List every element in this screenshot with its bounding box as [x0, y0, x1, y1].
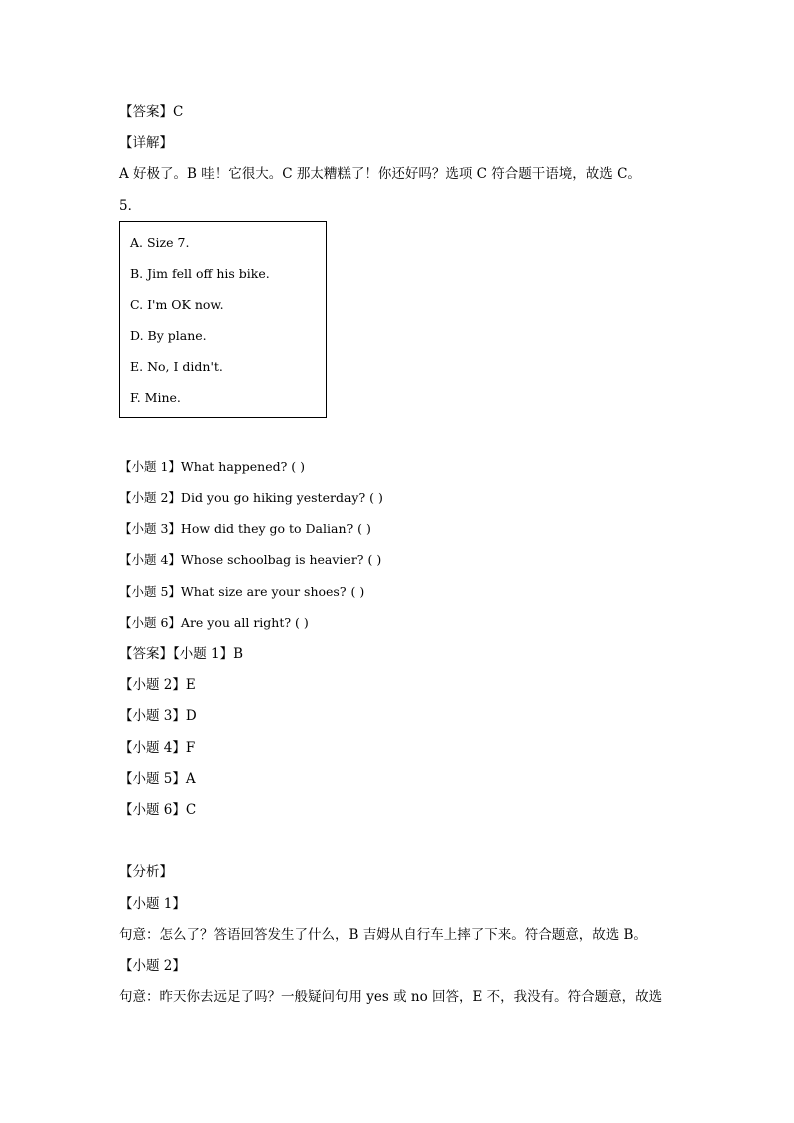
options-box — [119, 221, 327, 418]
option-e: E. No, I didn't. — [130, 359, 223, 374]
answer-1: 【答案】【小题 1】B — [119, 646, 244, 662]
sub-question-1: 【小题 1】What happened? ( ) — [119, 459, 306, 474]
sub-question-4: 【小题 4】Whose schoolbag is heavier? ( ) — [119, 552, 382, 567]
answer-4: 【小题 4】F — [119, 740, 196, 756]
option-f: F. Mine. — [130, 390, 181, 405]
option-d: D. By plane. — [130, 328, 207, 343]
analysis-sub-2-text: 句意：昨天你去远足了吗？一般疑问句用 yes 或 no 回答，E 不，我没有。符合题意，故选 — [119, 989, 663, 1005]
option-b: B. Jim fell off his bike. — [130, 266, 270, 281]
option-c: C. I'm OK now. — [130, 297, 224, 312]
analysis-sub-2-label: 【小题 2】 — [119, 958, 186, 974]
analysis-title: 【分析】 — [119, 864, 173, 880]
answer-3: 【小题 3】D — [119, 708, 197, 724]
sub-question-5: 【小题 5】What size are your shoes? ( ) — [119, 584, 365, 599]
answer-5: 【小题 5】A — [119, 771, 196, 787]
answer-6: 【小题 6】C — [119, 802, 197, 818]
question-number: 5． — [119, 198, 142, 214]
sub-question-2: 【小题 2】Did you go hiking yesterday? ( ) — [119, 490, 383, 505]
answer-label: 【答案】C — [119, 104, 184, 120]
detail-title: 【详解】 — [119, 135, 173, 151]
detail-text: A 好极了。B 哇！它很大。C 那太糟糕了！你还好吗？选项 C 符合题干语境，故选 C。 — [119, 166, 641, 182]
sub-question-6: 【小题 6】Are you all right? ( ) — [119, 615, 309, 630]
answer-2: 【小题 2】E — [119, 677, 196, 693]
option-a: A. Size 7. — [130, 235, 190, 250]
sub-question-3: 【小题 3】How did they go to Dalian? ( ) — [119, 521, 371, 536]
analysis-sub-1-text: 句意：怎么了？答语回答发生了什么，B 吉姆从自行车上摔了下来。符合题意，故选 B。 — [119, 927, 647, 943]
analysis-sub-1-label: 【小题 1】 — [119, 896, 186, 912]
